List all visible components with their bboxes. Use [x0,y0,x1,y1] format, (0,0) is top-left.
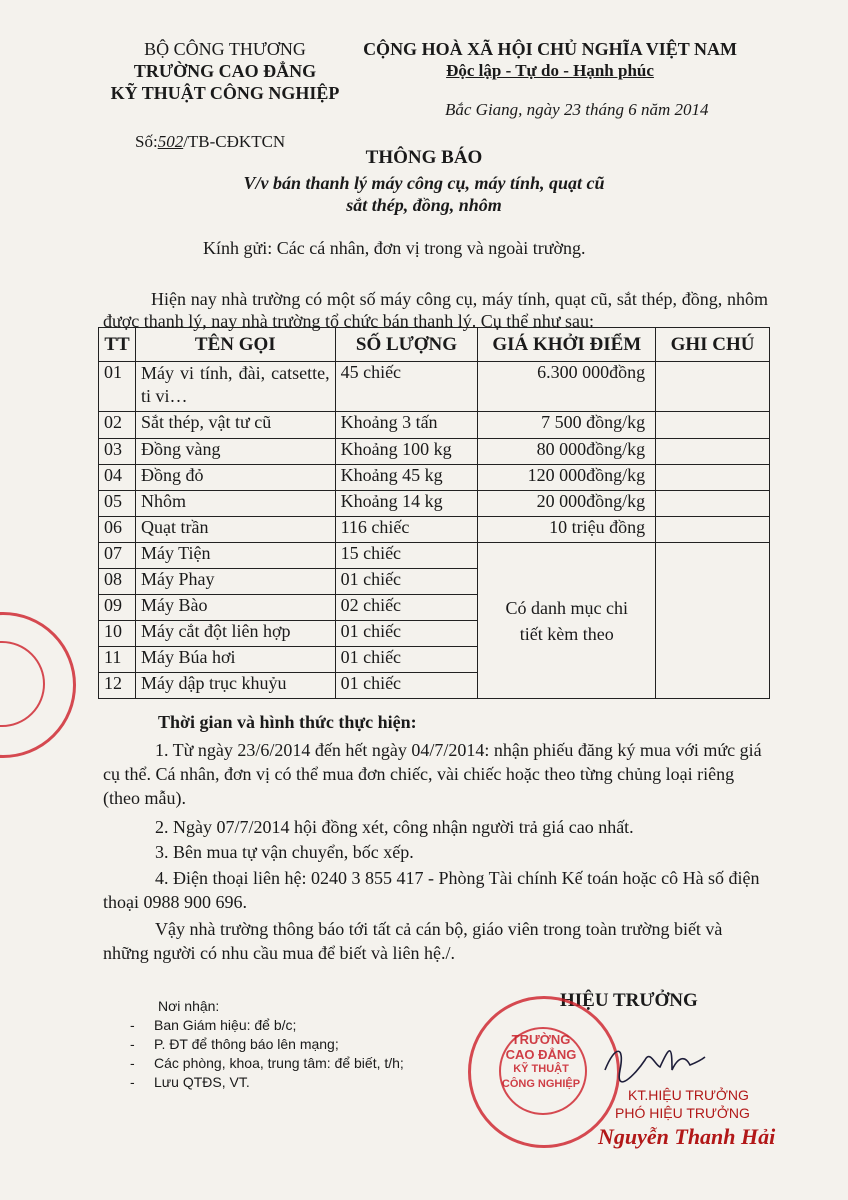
ministry-name: BỘ CÔNG THƯƠNG [144,39,306,59]
cell-qty: 01 chiếc [335,673,478,699]
recipient-item-text: Lưu QTĐS, VT. [154,1074,250,1090]
cell-name: Đồng vàng [135,439,335,465]
table-row [99,465,770,491]
edge-stamp [0,612,76,758]
cell-tt: 07 [99,543,136,569]
cell-note [656,362,770,412]
cell-qty: 01 chiếc [335,569,478,595]
cell-price: 120 000đồng/kg [478,465,656,491]
closing-paragraph: Vậy nhà trường thông báo tới tất cả cán bộ, giáo viên trong toàn trường biết và những người có nhu cầu mua để biết và liên hệ./. [103,919,723,963]
stamp-line2: CAO ĐẲNG [505,1047,577,1062]
col-tt: TT [99,328,136,362]
table-row [99,491,770,517]
cell-tt: 03 [99,439,136,465]
cell-name: Máy Bào [135,595,335,621]
recipient-line: Kính gửi: Các cá nhân, đơn vị trong và ngoài trường. [203,238,586,258]
table-row [99,543,770,569]
doc-no-handwritten: 502 [157,132,184,151]
cell-name: Máy Phay [135,569,335,595]
signature-scribble [600,1035,710,1085]
table-row [99,517,770,543]
cell-qty: 15 chiếc [335,543,478,569]
subject-line1: V/v bán thanh lý máy công cụ, máy tính, quạt cũ [243,173,605,193]
signature-title: HIỆU TRƯỞNG [560,990,698,1011]
cell-tt: 04 [99,465,136,491]
list-item: - Ban Giám hiệu: để b/c; [130,1017,297,1033]
cell-qty: 116 chiếc [335,517,478,543]
col-price: GIÁ KHỞI ĐIỂM [478,328,656,362]
cell-name: Đồng đỏ [135,465,335,491]
cell-tt: 01 [99,362,136,412]
cell-qty: Khoảng 14 kg [335,491,478,517]
recipients-list [130,997,404,1092]
step-2: 2. Ngày 07/7/2014 hội đồng xét, công nhận người trả giá cao nhất. [155,817,634,837]
cell-qty: 45 chiếc [335,362,478,412]
cell-name: Máy dập trục khuỷu [135,673,335,699]
cell-tt: 09 [99,595,136,621]
doc-no-suffix: /TB-CĐKTCN [183,132,286,151]
date-line: Bắc Giang, ngày 23 tháng 6 năm 2014 [445,100,709,119]
cell-tt: 06 [99,517,136,543]
document-subject [0,172,848,216]
cell-name: Máy Búa hơi [135,647,335,673]
school-name-line2: KỸ THUẬT CÔNG NGHIỆP [110,83,340,103]
cell-name: Nhôm [135,491,335,517]
cell-price: 6.300 000đồng [478,362,656,412]
list-item: - P. ĐT để thông báo lên mạng; [130,1036,339,1052]
school-name-line1: TRƯỜNG CAO ĐẲNG [133,61,317,81]
document-title: THÔNG BÁO [365,147,483,168]
issuer-block [100,38,350,104]
role-line1: KT.HIỆU TRƯỞNG [628,1087,749,1103]
items-table [98,327,770,699]
edge-stamp-inner-ring [0,641,45,727]
cell-note [656,465,770,491]
col-qty: SỐ LƯỢNG [335,328,478,362]
merged-price-note: Có danh mục chi tiết kèm theo [478,543,656,699]
cell-name: Quạt trần [135,517,335,543]
cell-qty: Khoảng 3 tấn [335,412,478,439]
recipient-item-text: Ban Giám hiệu: để b/c; [154,1017,297,1033]
table-header-row [99,328,770,362]
stamp-line4: CÔNG NGHIỆP [501,1078,581,1090]
step-3: 3. Bên mua tự vận chuyển, bốc xếp. [155,842,414,862]
stamp-text [481,1032,601,1092]
cell-name: Sắt thép, vật tư cũ [135,412,335,439]
cell-price: 20 000đồng/kg [478,491,656,517]
step-1: 1. Từ ngày 23/6/2014 đến hết ngày 04/7/2014: nhận phiếu đăng ký mua với mức giá cụ thể. Cá nhân, đơn vị có thể mua đơn chiếc, vài chiếc hoặc theo từng chủng loại riêng (theo mẫu). [103,740,762,808]
cell-qty: 01 chiếc [335,647,478,673]
nation-block [355,38,745,82]
cell-qty: 02 chiếc [335,595,478,621]
cell-qty: Khoảng 100 kg [335,439,478,465]
cell-note [656,491,770,517]
motto: Độc lập - Tự do - Hạnh phúc [446,61,654,80]
cell-qty: 01 chiếc [335,621,478,647]
signer-name: Nguyễn Thanh Hải [598,1124,776,1149]
table-row [99,412,770,439]
cell-note [656,412,770,439]
nation-name: CỘNG HOÀ XÃ HỘI CHỦ NGHĨA VIỆT NAM [363,39,737,59]
cell-tt: 12 [99,673,136,699]
list-item: - Các phòng, khoa, trung tâm: để biết, t/h; [130,1055,404,1071]
doc-no-prefix: Số: [135,132,158,151]
cell-note [656,439,770,465]
cell-qty: Khoảng 45 kg [335,465,478,491]
cell-tt: 10 [99,621,136,647]
cell-price: 10 triệu đồng [478,517,656,543]
stamp-line3: KỸ THUẬT [513,1063,569,1075]
cell-name: Máy cắt đột liên hợp [135,621,335,647]
section-title: Thời gian và hình thức thực hiện: [158,712,417,732]
table-row [99,439,770,465]
col-name: TÊN GỌI [135,328,335,362]
cell-name: Máy Tiện [135,543,335,569]
step-4: 4. Điện thoại liên hệ: 0240 3 855 417 - Phòng Tài chính Kế toán hoặc cô Hà số điện thoại 0988 900 696. [103,868,760,912]
table-row [99,362,770,412]
cell-note [656,517,770,543]
cell-price: 80 000đồng/kg [478,439,656,465]
cell-name: Máy vi tính, đài, catsette, ti vi… [135,362,335,412]
cell-tt: 05 [99,491,136,517]
list-item: - Lưu QTĐS, VT. [130,1074,250,1090]
cell-tt: 08 [99,569,136,595]
cell-price: 7 500 đồng/kg [478,412,656,439]
recipient-item-text: Các phòng, khoa, trung tâm: để biết, t/h; [154,1055,404,1071]
recipients-title: Nơi nhận: [158,998,220,1014]
signature-role [615,1086,750,1122]
role-line2: PHÓ HIỆU TRƯỞNG [615,1105,750,1121]
col-note: GHI CHÚ [656,328,770,362]
intro-paragraph: Hiện nay nhà trường có một số máy công cụ, máy tính, quạt cũ, sắt thép, đồng, nhôm được thanh lý, nay nhà trường tổ chức bán thanh lý. Cụ thể như sau: [103,289,768,331]
subject-line2: sắt thép, đồng, nhôm [346,195,502,215]
stamp-line1: TRƯỜNG [511,1032,571,1047]
cell-tt: 02 [99,412,136,439]
cell-tt: 11 [99,647,136,673]
cell-note [656,543,770,699]
recipient-item-text: P. ĐT để thông báo lên mạng; [154,1036,339,1052]
